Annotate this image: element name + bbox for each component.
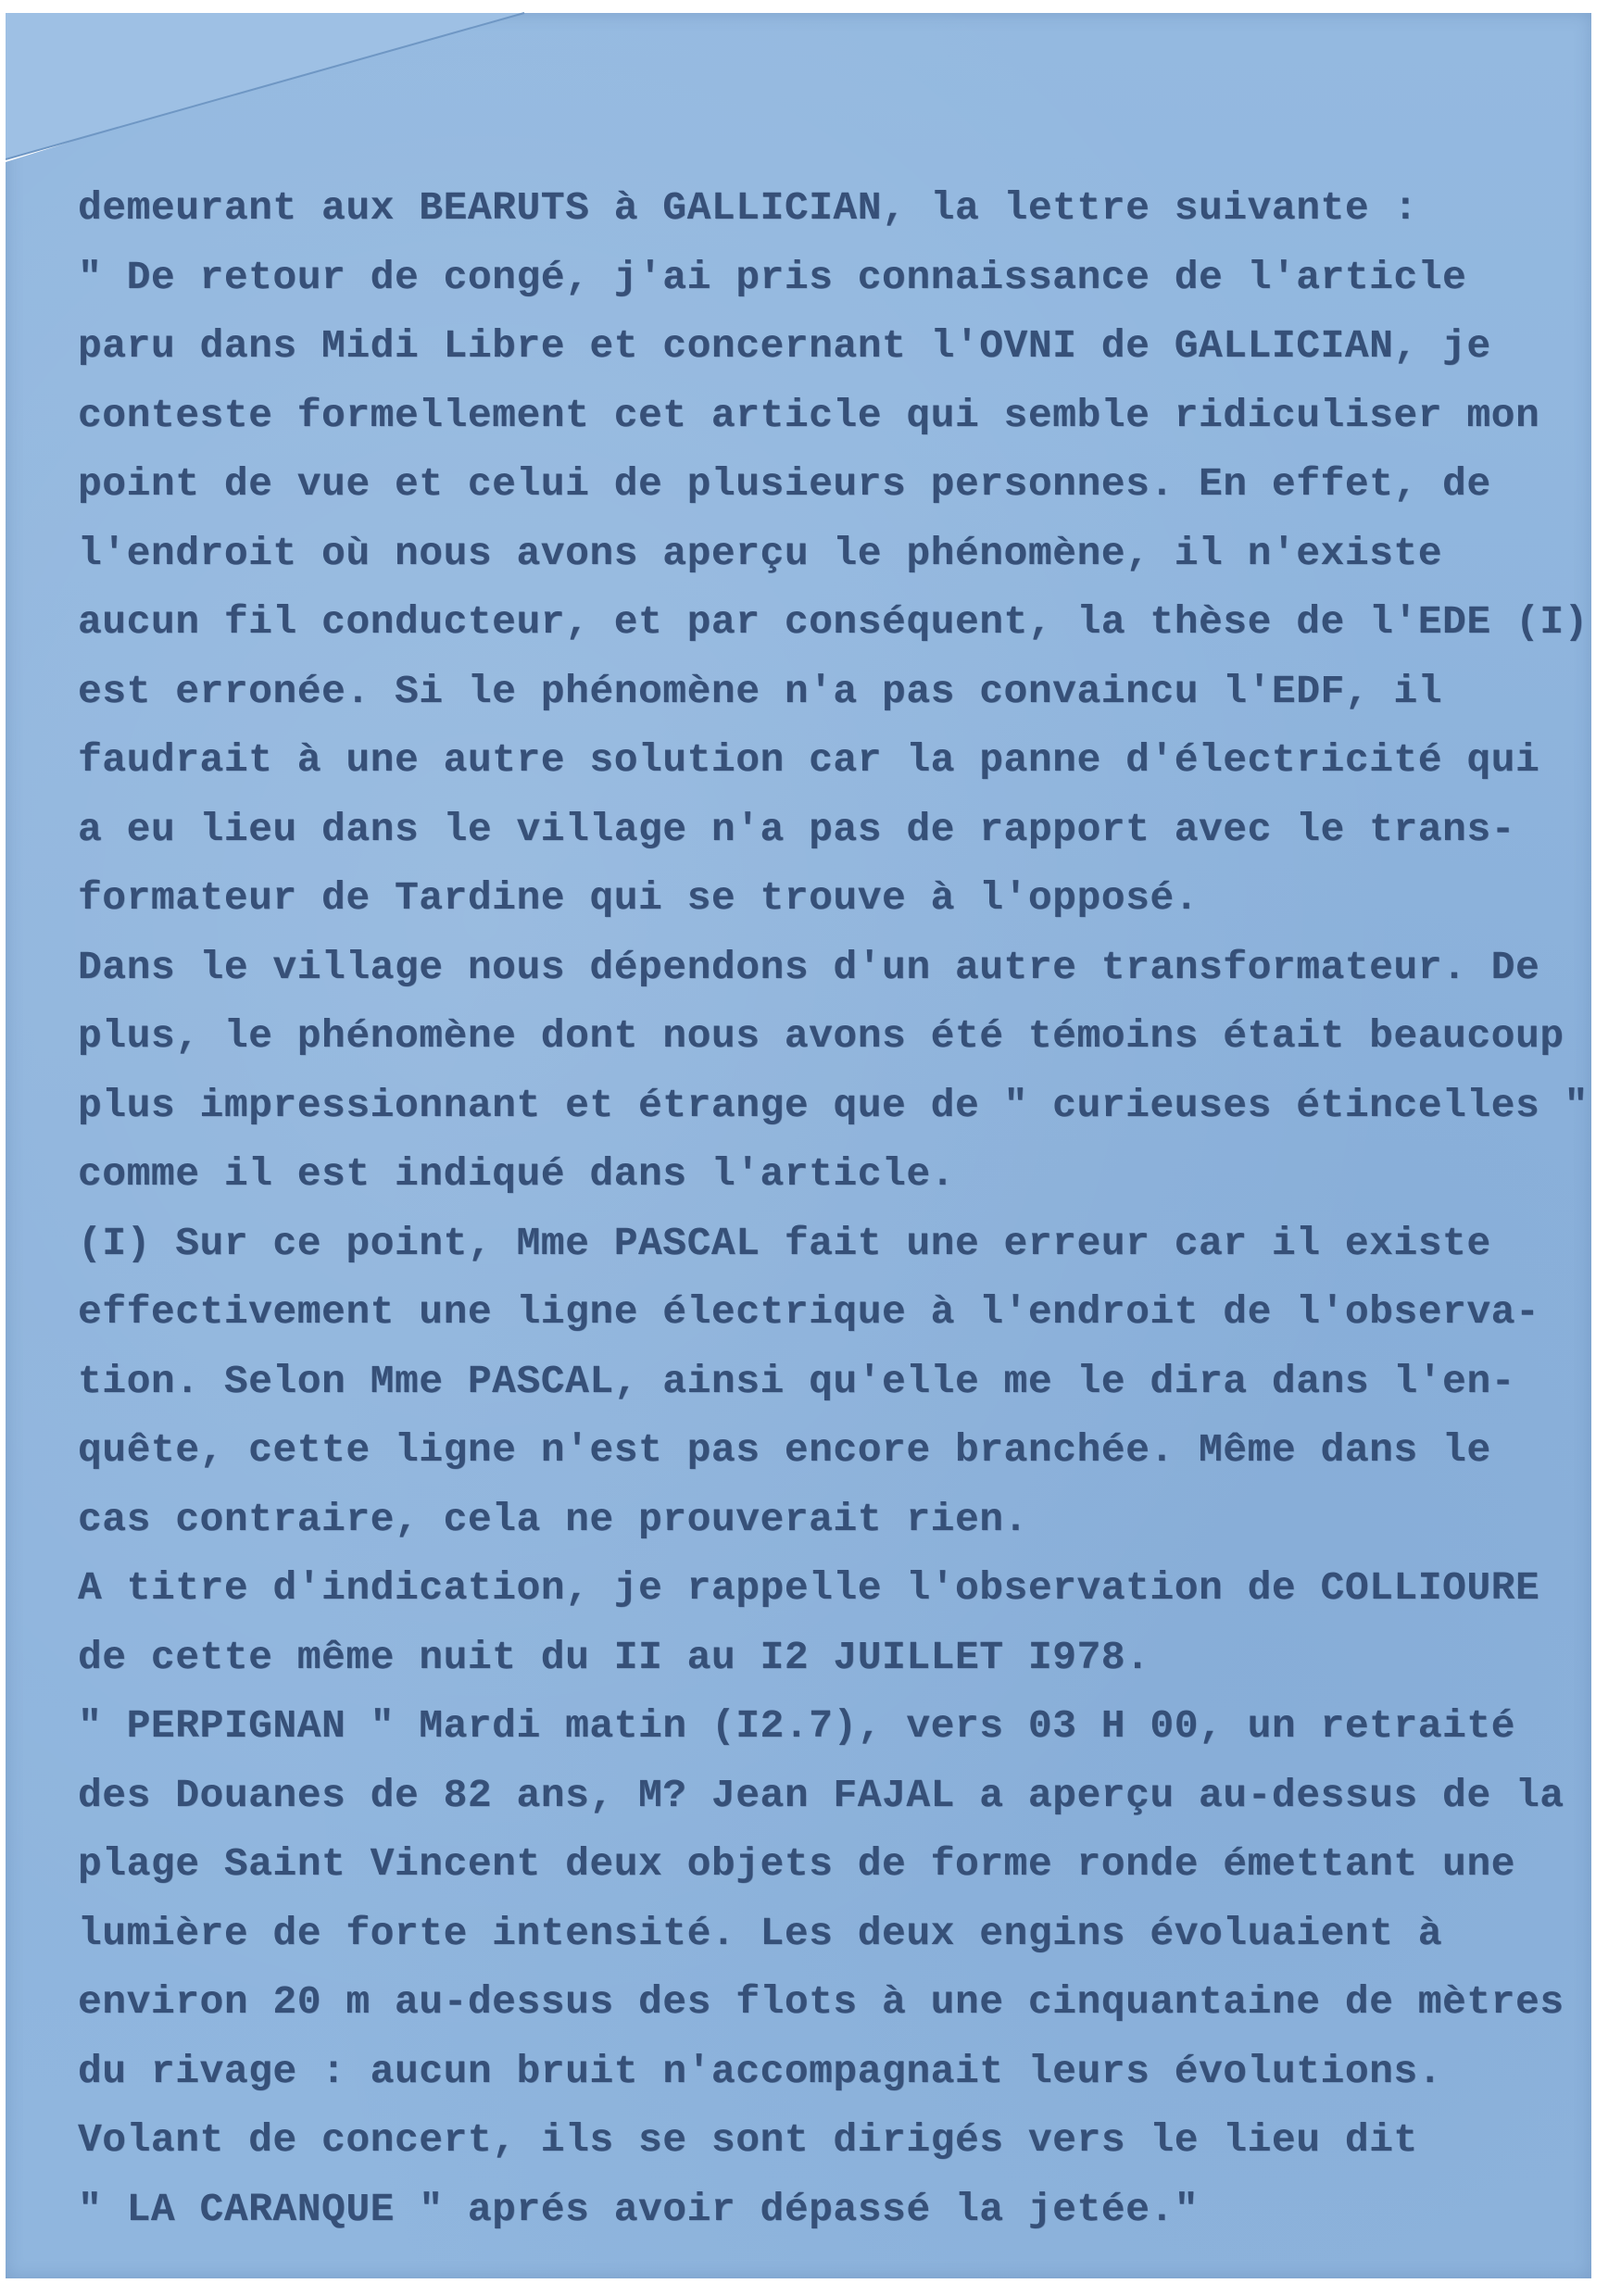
text-line: plus impressionnant et étrange que de " curieuses étincelles " xyxy=(78,1082,1589,1128)
text-line: a eu lieu dans le village n'a pas de rapport avec le trans- xyxy=(78,806,1515,852)
text-line: effectivement une ligne électrique à l'endroit de l'observa- xyxy=(78,1289,1540,1335)
text-line: environ 20 m au-dessus des flots à une cinquantaine de mètres xyxy=(78,1979,1564,2025)
text-line: est erronée. Si le phénomène n'a pas convaincu l'EDF, il xyxy=(78,668,1443,714)
text-line: point de vue et celui de plusieurs personnes. En effet, de xyxy=(78,461,1491,507)
text-line: Volant de concert, ils se sont dirigés vers le lieu dit xyxy=(78,2117,1418,2163)
text-line: conteste formellement cet article qui semble ridiculiser mon xyxy=(78,392,1540,438)
text-line: comme il est indiqué dans l'article. xyxy=(78,1151,955,1197)
text-line: plus, le phénomène dont nous avons été témoins était beaucoup xyxy=(78,1013,1564,1059)
text-line: tion. Selon Mme PASCAL, ainsi qu'elle me le dira dans l'en- xyxy=(78,1358,1515,1404)
text-line: de cette même nuit du II au I2 JUILLET I978. xyxy=(78,1634,1150,1680)
text-line: faudrait à une autre solution car la panne d'électricité qui xyxy=(78,737,1540,783)
text-line: " LA CARANQUE " aprés avoir dépassé la jetée." xyxy=(78,2186,1199,2232)
text-line: quête, cette ligne n'est pas encore branchée. Même dans le xyxy=(78,1427,1491,1473)
text-line: paru dans Midi Libre et concernant l'OVNI de GALLICIAN, je xyxy=(78,323,1491,369)
text-line: des Douanes de 82 ans, M? Jean FAJAL a aperçu au-dessus de la xyxy=(78,1772,1564,1818)
text-line: l'endroit où nous avons aperçu le phénomène, il n'existe xyxy=(78,530,1443,576)
text-line: " PERPIGNAN " Mardi matin (I2.7), vers 03 H 00, un retraité xyxy=(78,1703,1515,1749)
folded-corner xyxy=(6,0,1591,162)
text-line: formateur de Tardine qui se trouve à l'opposé. xyxy=(78,875,1199,921)
text-line: " De retour de congé, j'ai pris connaissance de l'article xyxy=(78,254,1467,300)
text-line: plage Saint Vincent deux objets de forme ronde émettant une xyxy=(78,1841,1515,1887)
typewritten-text xyxy=(78,174,1597,2244)
top-margin xyxy=(524,0,1591,13)
text-line: cas contraire, cela ne prouverait rien. xyxy=(78,1496,1028,1542)
text-line: (I) Sur ce point, Mme PASCAL fait une erreur car il existe xyxy=(78,1220,1491,1266)
text-line: Dans le village nous dépendons d'un autre transformateur. De xyxy=(78,944,1540,990)
text-line: du rivage : aucun bruit n'accompagnait leurs évolutions. xyxy=(78,2048,1443,2094)
text-line: demeurant aux BEARUTS à GALLICIAN, la lettre suivante : xyxy=(78,185,1418,231)
text-line: aucun fil conducteur, et par conséquent, la thèse de l'EDE (I) xyxy=(78,599,1589,645)
text-line: lumière de forte intensité. Les deux engins évoluaient à xyxy=(78,1910,1443,1956)
text-line: A titre d'indication, je rappelle l'observation de COLLIOURE xyxy=(78,1565,1540,1611)
